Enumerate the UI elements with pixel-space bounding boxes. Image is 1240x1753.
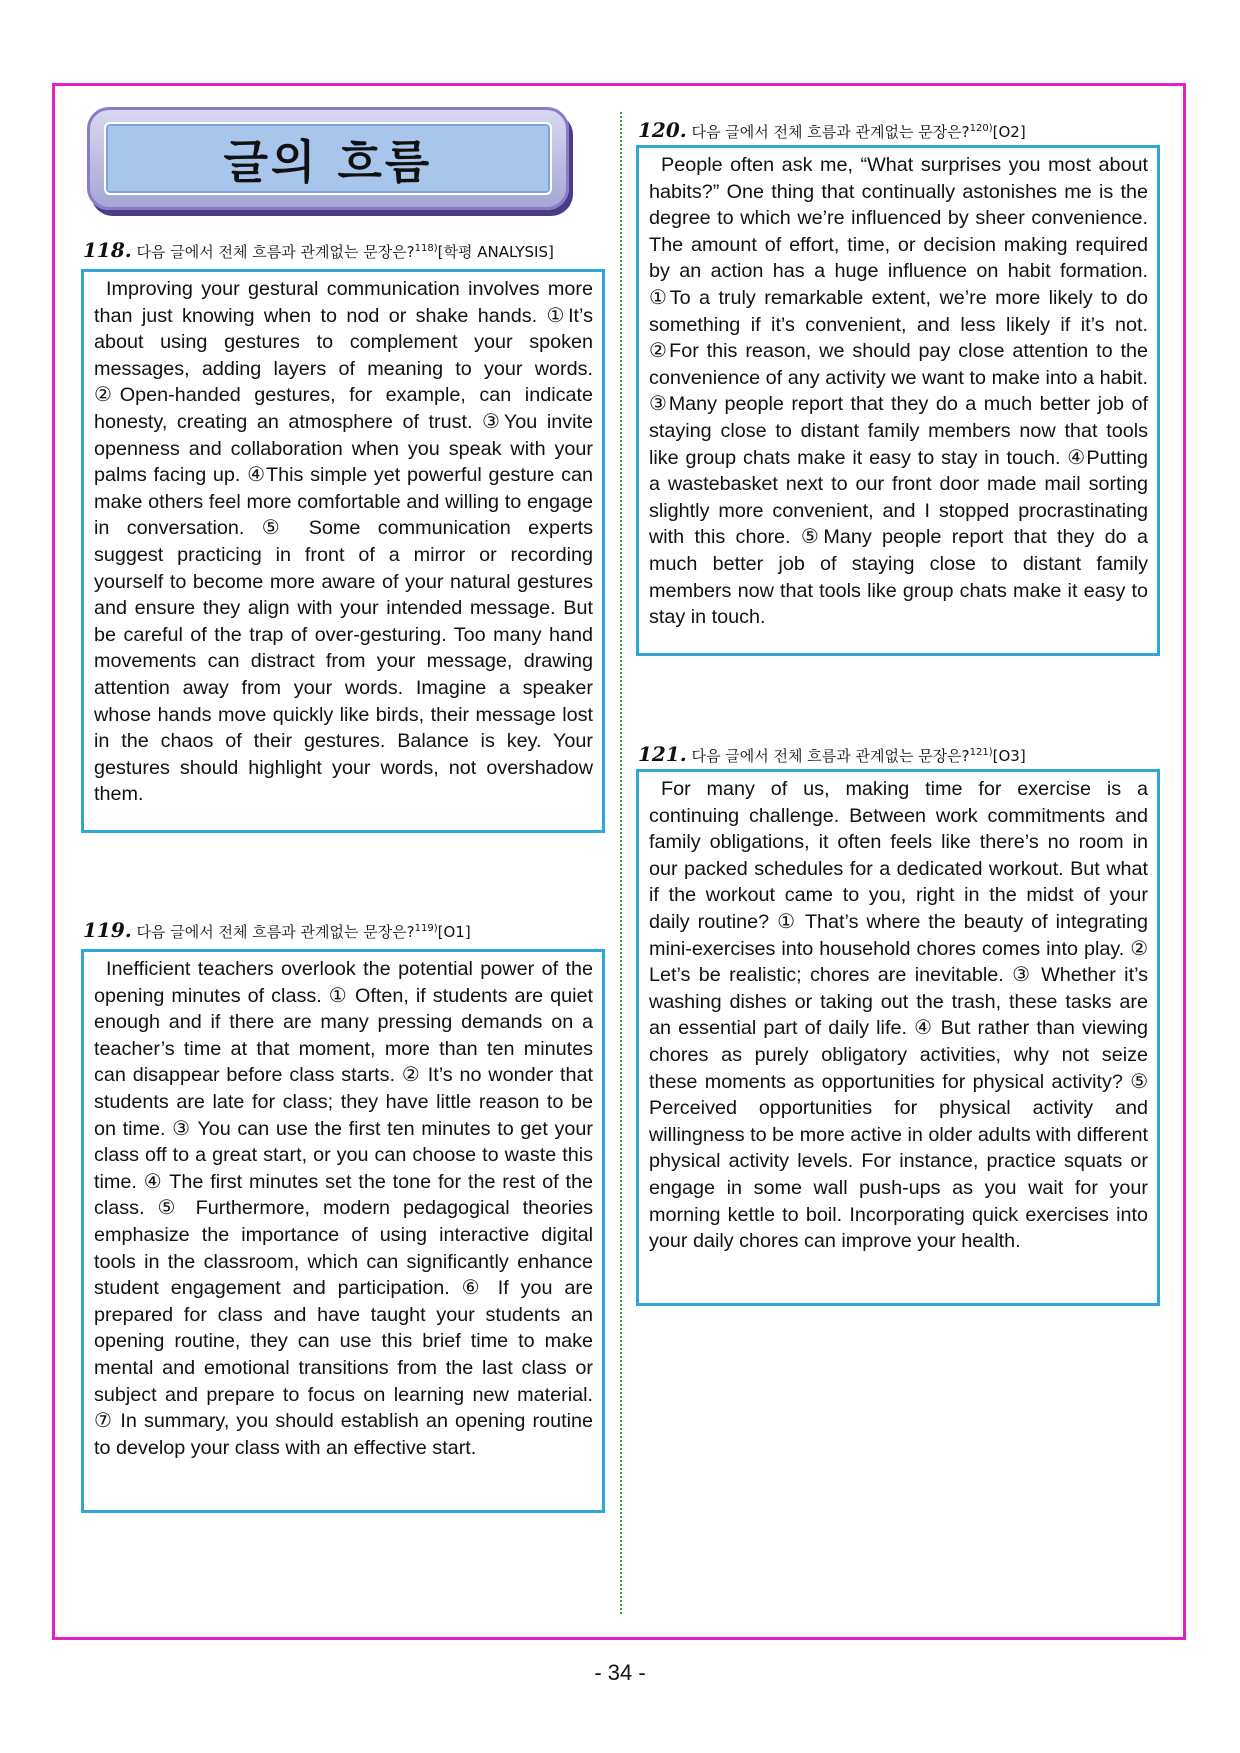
footnote-ref: 119) xyxy=(414,923,438,934)
question-number: 118. xyxy=(83,238,132,262)
passage-box-121 xyxy=(636,769,1160,1306)
question-prompt: 다음 글에서 전체 흐름과 관계없는 문장은? xyxy=(136,923,415,941)
footnote-ref: 118) xyxy=(414,243,438,254)
question-source: [학평 ANALYSIS] xyxy=(437,243,554,261)
question-number: 121. xyxy=(638,742,687,766)
section-title: 글의 흐름 xyxy=(223,134,433,189)
section-banner-inner xyxy=(104,122,552,195)
question-number: 120. xyxy=(638,118,687,142)
passage-text: People often ask me, “What surprises you most about habits?” One thing that continually astonishes me is the degree to which we’re influenced by sheer convenience. The amount of effort, time, or decision making required by an action has a huge influence on habit formation. ①To a truly remarkable extent, we’re more likely to do something if it’s convenient, and less likely if it’s not. ②For this reason, we should pay close attention to the convenience of any activity we want to make into a habit. ③Many people report that they do a much better job of staying close to distant family members now that tools like group chats make it easy to stay in touch. ④Putting a wastebasket next to our front door made mail sorting slightly more convenient, and I stopped procrastinating with this chore. ⑤Many people report that they do a much better job of staying close to distant family members now that tools like group chats make it easy to stay in touch. xyxy=(649,154,1148,629)
question-source: [O3] xyxy=(992,747,1026,765)
footnote-ref: 120) xyxy=(969,123,993,134)
question-header-120 xyxy=(638,118,1026,142)
passage-text: Inefficient teachers overlook the potential power of the opening minutes of class. ① Often, if students are quiet enough and if there are many pressing demands on a teacher’s time at that moment, more than ten minutes can disappear before class starts. ② It’s no wonder that students are late for class; they have little reason to be on time. ③ You can use the first ten minutes to get your class off to a great start, or you can choose to waste this time. ④ The first minutes set the tone for the rest of the class. ⑤ Furthermore, modern pedagogical theories emphasize the importance of using interactive digital tools in the classroom, which can significantly enhance student engagement and participation. ⑥ If you are prepared for class and have taught your students an opening routine, they can use this brief time to make mental and emotional transitions from the last class or subject and prepare to focus on learning new material. ⑦ In summary, you should establish an opening routine to develop your class with an effective start. xyxy=(94,958,593,1459)
passage-box-119 xyxy=(81,949,605,1513)
section-banner xyxy=(87,107,569,210)
question-prompt: 다음 글에서 전체 흐름과 관계없는 문장은? xyxy=(691,747,970,765)
passage-box-120 xyxy=(636,145,1160,656)
question-source: [O1] xyxy=(437,923,471,941)
passage-box-118 xyxy=(81,269,605,833)
question-header-121 xyxy=(638,742,1026,766)
page-number: - 34 - xyxy=(594,1660,646,1685)
passage-text: For many of us, making time for exercise is a continuing challenge. Between work commitments and family obligations, it often feels like there’s no room in our packed schedules for a dedicated workout. But what if the workout came to you, right in the midst of your daily routine? ① That’s where the beauty of integrating mini-exercises into household chores comes into play. ② Let’s be realistic; chores are inevitable. ③ Whether it’s washing dishes or taking out the trash, these tasks are an essential part of daily life. ④ But rather than viewing chores as purely obligatory activities, why not seize these moments as opportunities for physical activity? ⑤ Perceived opportunities for physical activity and willingness to be more active in older adults with different physical activity levels. For instance, practice squats or engage in some wall push-ups as you wait for your morning kettle to boil. Incorporating quick exercises into your daily chores can improve your health. xyxy=(649,778,1148,1253)
question-number: 119. xyxy=(83,918,132,942)
passage-text: Improving your gestural communication involves more than just knowing when to nod or shake hands. ①It’s about using gestures to complement your spoken messages, adding layers of meaning to your words. ②Open-handed gestures, for example, can indicate honesty, creating an atmosphere of trust. ③You invite openness and collaboration when you speak with your palms facing up. ④This simple yet powerful gesture can make others feel more comfortable and willing to engage in conversation. ⑤ Some communication experts suggest practicing in front of a mirror or recording yourself to become more aware of your natural gestures and ensure they align with your intended message. But be careful of the trap of over-gesturing. Too many hand movements can distract from your message, drawing attention away from your words. Imagine a speaker whose hands move quickly like birds, their message lost in the chaos of their gestures. Balance is key. Your gestures should highlight your words, not overshadow them. xyxy=(94,278,593,806)
question-prompt: 다음 글에서 전체 흐름과 관계없는 문장은? xyxy=(691,123,970,141)
question-header-119 xyxy=(83,918,471,942)
question-source: [O2] xyxy=(992,123,1026,141)
question-header-118 xyxy=(83,238,554,262)
footnote-ref: 121) xyxy=(969,747,993,758)
column-divider xyxy=(620,112,622,1614)
question-prompt: 다음 글에서 전체 흐름과 관계없는 문장은? xyxy=(136,243,415,261)
